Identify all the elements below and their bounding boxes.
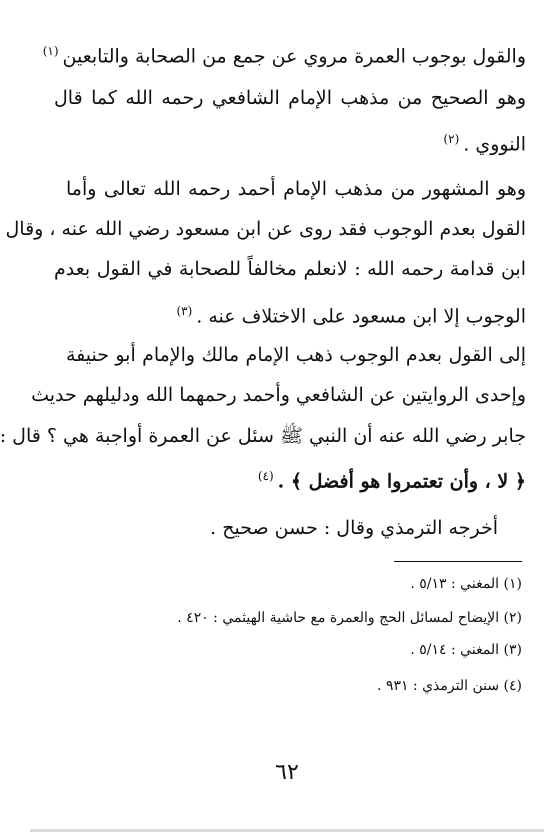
footnote-reference: (٢) — [443, 132, 460, 146]
text-span: الوجوب إلا ابن مسعود على الاختلاف عنه . — [196, 305, 526, 328]
text-line — [42, 36, 526, 71]
footnote-reference: (٣) — [176, 304, 193, 318]
text-line: إلى القول بعدم الوجوب ذهب الإمام مالك والإمام أبو حنيفة — [66, 344, 526, 366]
hadith-quote: ﴿ لا ، وأن تعتمروا هو أفضل ﴾ . — [277, 470, 526, 493]
text-line: ابن قدامة رحمه الله : لانعلم مخالفاً للصحابة في القول بعدم — [54, 258, 526, 280]
text-span: النووي . — [463, 133, 526, 156]
text-line: وهو الصحيح من مذهب الإمام الشافعي رحمه الله كما قال — [54, 87, 526, 109]
text-line — [54, 124, 526, 159]
text-line: جابر رضي الله عنه أن النبي ﷺ سئل عن العمرة أواجبة هي ؟ قال : — [0, 425, 526, 447]
text-line — [54, 296, 526, 331]
footnote: (٤) سنن الترمذي : ٩٣١ . — [377, 678, 522, 694]
text-line — [54, 461, 526, 496]
text-line: وهو المشهور من مذهب الإمام أحمد رحمه الله تعالى وأما — [66, 178, 526, 200]
text-line: القول بعدم الوجوب فقد روى عن ابن مسعود رضي الله عنه ، وقال — [5, 218, 526, 240]
footnote-reference: (٤) — [257, 469, 274, 483]
page-number: ٦٢ — [275, 760, 299, 785]
text-span: والقول بوجوب العمرة مروي عن جمع من الصحابة والتابعين — [62, 45, 526, 68]
footnote: (٢) الإيضاح لمسائل الحج والعمرة مع حاشية الهيثمي : ٤٢٠ . — [177, 610, 522, 626]
text-line: وإحدى الروايتين عن الشافعي وأحمد رحمهما الله ودليلهم حديث — [31, 384, 526, 406]
footnote: (١) المغني : ٥/١٣ . — [410, 576, 522, 592]
footnote: (٣) المغني : ٥/١٤ . — [410, 642, 522, 658]
footnote-reference: (١) — [42, 44, 59, 58]
text-line: أخرجه الترمذي وقال : حسن صحيح . — [210, 517, 498, 539]
footnote-separator — [394, 561, 522, 562]
